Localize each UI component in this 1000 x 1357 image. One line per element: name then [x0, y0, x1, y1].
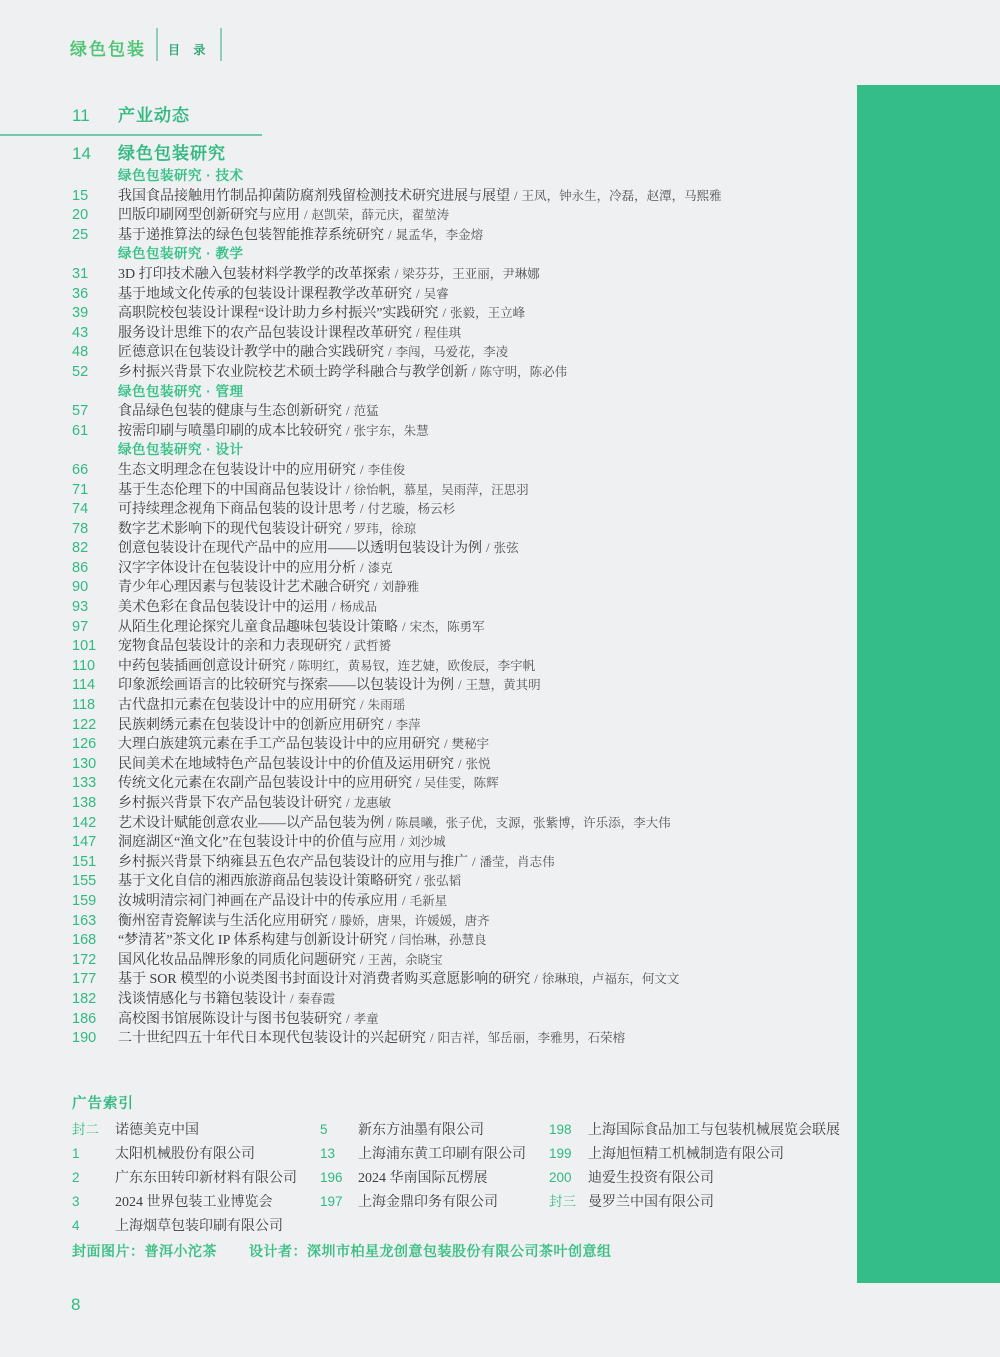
toc-entry-page-number: 43 [72, 324, 89, 341]
ad-index-row [72, 1166, 297, 1190]
toc-subsection-title: 绿色包装研究 · 设计 [118, 442, 244, 458]
toc-entry-page-number: 190 [72, 1030, 97, 1047]
toc-entry-page-number: 130 [72, 755, 97, 772]
toc-entry-row [0, 519, 845, 539]
toc-entry-title: 洞庭湖区“渔文化”在包装设计中的价值与应用 [118, 835, 397, 851]
toc-entry-page-number: 36 [72, 285, 89, 302]
toc-entry-page-number: 114 [72, 677, 96, 694]
toc-subsection-title: 绿色包装研究 · 管理 [118, 383, 244, 399]
toc-entry-separator: / [346, 520, 350, 536]
toc-entry-page-number: 172 [72, 951, 97, 968]
toc-entry-title: 基于递推算法的绿色包装智能推荐系统研究 [118, 227, 384, 243]
toc-entry-row [0, 773, 845, 793]
table-of-contents [0, 104, 845, 1048]
ad-company-name: 诺德美克中国 [115, 1123, 199, 1138]
toc-entry-row [0, 754, 845, 774]
toc-entry-row [0, 480, 845, 500]
toc-entry-row [0, 1028, 845, 1048]
toc-entry-authors: 闫怡琳，孙慧良 [398, 933, 487, 948]
folio-page-number: 8 [71, 1295, 81, 1314]
ad-index-row [72, 1214, 297, 1238]
toc-entry-page-number: 20 [72, 207, 89, 224]
toc-entry-title: 印象派绘画语言的比较研究与探索——以包装设计为例 [118, 678, 454, 694]
toc-entry-page-number: 57 [72, 403, 89, 420]
toc-entry-separator: / [332, 599, 336, 615]
toc-entry-separator: / [346, 638, 350, 654]
ad-index-row [549, 1142, 840, 1166]
toc-entry-title: 乡村振兴背景下农业院校艺术硕士跨学科融合与教学创新 [118, 364, 468, 380]
ad-page-number: 198 [549, 1122, 572, 1137]
toc-entry-page-number: 118 [72, 697, 96, 714]
toc-entry-row [0, 362, 845, 382]
ad-index-row [72, 1118, 297, 1142]
toc-entry-separator: / [402, 892, 406, 908]
toc-entry-page-number: 61 [72, 422, 89, 439]
toc-entry-title: 汉字字体设计在包装设计中的应用分析 [118, 560, 356, 576]
toc-entry-title: 青少年心理因素与包装设计艺术融合研究 [118, 580, 370, 596]
toc-entry-page-number: 147 [72, 834, 97, 851]
toc-entry-page-number: 31 [72, 265, 89, 282]
toc-entry-separator: / [374, 579, 378, 595]
ad-index-row [549, 1190, 840, 1214]
toc-entry-title: 艺术设计赋能创意农业——以产品包装为例 [118, 815, 384, 831]
toc-entry-authors: 晁孟华，李金熔 [395, 227, 484, 242]
toc-entry-page-number: 93 [72, 599, 89, 616]
toc-entry-row [0, 460, 845, 480]
toc-entry-page-number: 90 [72, 579, 89, 596]
toc-entry-row [0, 715, 845, 735]
ad-company-name: 上海金鼎印务有限公司 [358, 1195, 498, 1210]
magazine-header [70, 28, 232, 61]
ad-index-row [72, 1190, 297, 1214]
toc-entry-authors: 陈明红，黄易钗，连艺婕，欧俊辰，李宇帆 [297, 658, 536, 673]
toc-entry-separator: / [514, 187, 518, 203]
toc-entry-authors: 朱雨瑶 [367, 698, 406, 713]
ad-page-number: 200 [549, 1170, 572, 1185]
toc-entry-title: 基于文化自信的湘西旅游商品包装设计策略研究 [118, 874, 412, 890]
toc-entry-authors: 梁芬芬，王亚丽，尹琳娜 [402, 266, 540, 281]
magazine-logo: 绿色包装 [70, 40, 146, 59]
toc-entry-authors: 王凤，钟永生，冷磊，赵潭，马熙雅 [521, 188, 722, 203]
toc-entry-separator: / [332, 912, 336, 928]
toc-entry-authors: 张弦 [493, 541, 519, 556]
ad-company-name: 2024 世界包装工业博览会 [115, 1195, 273, 1210]
toc-entry-page-number: 126 [72, 736, 97, 753]
toc-entry-authors: 张弘韬 [423, 874, 462, 889]
toc-entry-page-number: 159 [72, 892, 97, 909]
toc-entry-title: 传统文化元素在农副产品包装设计中的应用研究 [118, 776, 412, 792]
toc-entry-separator: / [360, 501, 364, 517]
toc-entry-authors: 陈守明，陈必伟 [479, 364, 568, 379]
toc-entry-page-number: 142 [72, 814, 97, 831]
toc-entry-page-number: 97 [72, 618, 89, 635]
toc-entry-page-number: 25 [72, 226, 89, 243]
toc-entry-row [0, 538, 845, 558]
toc-entry-page-number: 177 [72, 971, 97, 988]
toc-entry-page-number: 48 [72, 344, 89, 361]
toc-entry-authors: 漆克 [367, 560, 393, 575]
toc-subsection-title: 绿色包装研究 · 教学 [118, 246, 244, 262]
toc-entry-row [0, 656, 845, 676]
ad-index-row [72, 1142, 297, 1166]
ad-page-number: 封三 [549, 1194, 576, 1209]
toc-entry-separator: / [388, 226, 392, 242]
toc-entry-title: 我国食品接触用竹制品抑菌防腐剂残留检测技术研究进展与展望 [118, 188, 510, 204]
toc-entry-row [0, 813, 845, 833]
ad-index-column [72, 1118, 297, 1238]
ad-index-row [320, 1142, 526, 1166]
toc-entry-separator: / [416, 285, 420, 301]
toc-entry-authors: 程佳琪 [423, 325, 462, 340]
cover-credit-line [72, 1241, 612, 1261]
toc-entry-title: 基于 SOR 模型的小说类图书封面设计对消费者购买意愿影响的研究 [118, 972, 531, 988]
toc-entry-page-number: 110 [72, 657, 96, 674]
ad-company-name: 2024 华南国际瓦楞展 [358, 1171, 488, 1186]
toc-entry-row [0, 401, 845, 421]
toc-entry-authors: 刘沙城 [408, 835, 446, 850]
toc-entry-separator: / [360, 559, 364, 575]
toc-entry-separator: / [416, 873, 420, 889]
toc-entry-page-number: 39 [72, 305, 89, 322]
ad-index-row [549, 1118, 840, 1142]
toc-entry-row [0, 734, 845, 754]
toc-entry-row [0, 558, 845, 578]
toc-entry-separator: / [346, 795, 350, 810]
toc-entry-title: 匠德意识在包装设计教学中的融合实践研究 [118, 345, 384, 361]
toc-entry-row [0, 989, 845, 1009]
header-divider-right [220, 28, 222, 61]
toc-entry-authors: 滕娇，唐果，许媛媛，唐齐 [339, 913, 490, 928]
ad-page-number: 196 [320, 1170, 343, 1185]
toc-entry-title: 食品绿色包装的健康与生态创新研究 [118, 404, 342, 420]
toc-entry-row [0, 695, 845, 715]
toc-entry-separator: / [391, 932, 395, 948]
toc-entry-title: 高校图书馆展陈设计与图书包装研究 [118, 1011, 342, 1027]
toc-entry-title: 3D 打印技术融入包装材料学教学的改革探索 [118, 266, 391, 282]
toc-entry-authors: 李闯，马爱花，李凌 [395, 345, 509, 360]
ad-page-number: 5 [320, 1122, 328, 1137]
toc-entry-separator: / [360, 951, 364, 967]
toc-entry-separator: / [346, 422, 350, 438]
ad-index-column [320, 1118, 526, 1214]
toc-entry-separator: / [402, 618, 406, 634]
toc-entry-title: 大理白族建筑元素在手工产品包装设计中的应用研究 [118, 737, 440, 753]
ad-page-number: 2 [72, 1170, 80, 1185]
toc-entry-title: 浅谈情感化与书籍包装设计 [118, 991, 286, 1007]
toc-entry-authors: 李佳俊 [367, 462, 406, 477]
toc-entry-title: 数字艺术影响下的现代包装设计研究 [118, 521, 342, 537]
toc-entry-authors: 王慧，黄其明 [465, 678, 541, 693]
toc-entry-title: 民族刺绣元素在包装设计中的创新应用研究 [118, 717, 384, 733]
toc-entry-separator: / [388, 814, 392, 830]
toc-entry-title: 宠物食品包装设计的亲和力表现研究 [118, 639, 342, 655]
toc-entry-title: 凹版印刷网型创新研究与应用 [118, 208, 300, 224]
toc-entry-row [0, 264, 845, 284]
toc-entry-title: 按需印刷与喷墨印刷的成本比较研究 [118, 423, 342, 439]
toc-entry-row [0, 284, 845, 304]
toc-entry-title: 古代盘扣元素在包装设计中的应用研究 [118, 698, 356, 714]
ad-company-name: 迪爱生投资有限公司 [588, 1171, 714, 1186]
toc-entry-separator: / [346, 481, 350, 497]
toc-entry-authors: 张悦 [465, 756, 491, 771]
toc-entry-row [0, 225, 845, 245]
toc-section-row [0, 104, 845, 128]
toc-entry-title: 汝城明清宗祠门神画在产品设计中的传承应用 [118, 893, 398, 909]
ad-company-name: 上海烟草包装印刷有限公司 [115, 1219, 283, 1234]
ad-company-name: 上海国际食品加工与包装机械展览会联展 [588, 1123, 840, 1138]
toc-entry-authors: 孝童 [353, 1011, 379, 1026]
toc-entry-authors: 杨成品 [339, 600, 378, 615]
toc-entry-row [0, 499, 845, 519]
toc-entry-title: 可持续理念视角下商品包装的设计思考 [118, 502, 356, 518]
toc-section-title: 产业动态 [118, 106, 190, 125]
toc-entry-authors: 阳吉祥，邹岳丽，李雅男，石荣榕 [437, 1031, 626, 1046]
toc-entry-title: 民间美术在地域特色产品包装设计中的价值及运用研究 [118, 756, 454, 772]
toc-entry-page-number: 163 [72, 912, 97, 929]
toc-entry-row [0, 852, 845, 872]
toc-entry-authors: 吴佳雯，陈辉 [423, 776, 499, 791]
toc-entry-title: 乡村振兴背景下农产品包装设计研究 [118, 796, 342, 811]
toc-entry-authors: 吴睿 [423, 286, 449, 301]
toc-entry-title: 从陌生化理论探究儿童食品趣味包装设计策略 [118, 619, 398, 635]
toc-entry-title: 美术色彩在食品包装设计中的运用 [118, 600, 328, 616]
toc-entry-row [0, 617, 845, 637]
toc-entry-row [0, 793, 845, 813]
toc-entry-authors: 武哲赟 [353, 639, 392, 654]
ad-company-name: 太阳机械股份有限公司 [115, 1147, 255, 1162]
toc-entry-separator: / [442, 305, 447, 321]
toc-entry-separator: / [472, 363, 476, 379]
toc-entry-title: 创意包装设计在现代产品中的应用——以透明包装设计为例 [118, 541, 482, 557]
toc-entry-page-number: 66 [72, 461, 89, 478]
toc-entry-row [0, 577, 845, 597]
toc-entry-row [0, 186, 845, 206]
ad-page-number: 1 [72, 1146, 80, 1161]
ad-index-row [549, 1166, 840, 1190]
toc-entry-separator: / [346, 1010, 350, 1026]
ad-page-number: 13 [320, 1146, 336, 1161]
toc-entry-row [0, 597, 845, 617]
toc-entry-page-number: 52 [72, 363, 89, 380]
toc-entry-page-number: 151 [72, 853, 97, 870]
toc-entry-authors: 徐琳琅，卢福东，何文文 [541, 972, 680, 987]
toc-entry-separator: / [416, 324, 420, 340]
toc-entry-page-number: 168 [72, 932, 97, 949]
toc-entry-row [0, 911, 845, 931]
toc-entry-title: 国风化妆品品牌形象的同质化问题研究 [118, 952, 356, 968]
toc-entry-separator: / [360, 697, 364, 713]
toc-section-row [0, 142, 845, 166]
toc-section-page-number: 14 [72, 144, 91, 163]
toc-entry-authors: 宋杰，陈勇军 [409, 619, 485, 634]
toc-entry-row [0, 871, 845, 891]
ad-index-title: 广告索引 [72, 1096, 134, 1112]
toc-entry-separator: / [290, 990, 294, 1006]
toc-entry-row [0, 1009, 845, 1029]
toc-entry-title: 生态文明理念在包装设计中的应用研究 [118, 462, 356, 478]
header-divider-left [156, 28, 158, 61]
toc-entry-separator: / [416, 775, 420, 791]
toc-entry-separator: / [388, 716, 392, 732]
toc-entry-authors: 张宇东，朱慧 [353, 423, 429, 438]
toc-entry-row [0, 421, 845, 441]
ad-company-name: 曼罗兰中国有限公司 [588, 1195, 714, 1210]
toc-section-title: 绿色包装研究 [118, 144, 226, 163]
ad-index-row [320, 1166, 526, 1190]
contents-title: 目 录 [168, 43, 211, 57]
toc-entry-page-number: 78 [72, 520, 89, 537]
toc-entry-title: “梦清茗”茶文化 IP 体系构建与创新设计研究 [118, 933, 388, 949]
toc-entry-page-number: 15 [72, 187, 89, 204]
toc-entry-separator: / [394, 265, 399, 281]
toc-entry-page-number: 133 [72, 775, 97, 792]
ad-index-row [320, 1118, 526, 1142]
toc-entry-title: 中药包装插画创意设计研究 [118, 658, 286, 674]
toc-entry-separator: / [486, 540, 490, 556]
toc-entry-authors: 秦春霞 [297, 991, 336, 1006]
toc-entry-separator: / [472, 853, 476, 869]
toc-entry-authors: 刘静雅 [381, 580, 420, 595]
toc-entry-title: 高职院校包装设计课程“设计助力乡村振兴”实践研究 [118, 306, 439, 322]
toc-entry-authors: 张毅，王立峰 [450, 306, 526, 321]
toc-entry-separator: / [388, 344, 392, 360]
toc-entry-row [0, 930, 845, 950]
toc-entry-authors: 王茜，余晓宝 [367, 952, 443, 967]
toc-entry-row [0, 675, 845, 695]
toc-entry-authors: 毛新星 [409, 893, 448, 908]
toc-entry-row [0, 205, 845, 225]
toc-entry-row [0, 636, 845, 656]
toc-entry-title: 衡州窑青瓷解读与生活化应用研究 [118, 913, 328, 929]
toc-entry-page-number: 155 [72, 873, 97, 890]
toc-entry-page-number: 122 [72, 716, 97, 733]
toc-entry-separator: / [360, 461, 364, 477]
toc-entry-page-number: 182 [72, 990, 97, 1007]
toc-section-page-number: 11 [72, 106, 90, 125]
ad-index-row [320, 1190, 526, 1214]
ad-page-number: 197 [320, 1194, 343, 1209]
toc-entry-authors: 李萍 [395, 717, 421, 732]
toc-entry-title: 二十世纪四五十年代日本现代包装设计的兴起研究 [118, 1031, 426, 1047]
toc-entry-title: 基于地域文化传承的包装设计课程教学改革研究 [118, 286, 412, 302]
toc-entry-page-number: 82 [72, 540, 89, 557]
side-color-panel [857, 85, 1000, 1283]
designer-label: 设计者：深圳市柏星龙创意包装股份有限公司茶叶创意组 [249, 1243, 612, 1259]
toc-entry-authors: 陈晨曦，张子优，支源，张紫博，许乐添，李大伟 [395, 815, 671, 830]
toc-entry-separator: / [534, 971, 538, 987]
ad-page-number: 3 [72, 1194, 80, 1209]
toc-entry-authors: 赵凯荣，薛元庆，翟堃涛 [311, 208, 450, 223]
ad-company-name: 新东方油墨有限公司 [358, 1123, 484, 1138]
ad-company-name: 上海旭恒精工机械制造有限公司 [588, 1147, 784, 1162]
toc-entry-separator: / [400, 834, 405, 850]
toc-entry-page-number: 186 [72, 1010, 97, 1027]
toc-entry-separator: / [444, 736, 448, 752]
toc-entry-title: 服务设计思维下的农产品包装设计课程改革研究 [118, 325, 412, 341]
toc-entry-authors: 付艺璇，杨云杉 [367, 502, 456, 517]
ad-page-number: 封二 [72, 1122, 99, 1137]
cover-image-label: 封面图片：普洱小沱茶 [72, 1243, 217, 1259]
toc-entry-separator: / [458, 755, 462, 771]
toc-entry-separator: / [458, 677, 462, 693]
toc-entry-row [0, 303, 845, 323]
toc-entry-page-number: 138 [72, 795, 97, 811]
toc-entry-authors: 潘莹，肖志伟 [479, 854, 555, 869]
toc-entry-separator: / [430, 1030, 434, 1046]
section-rule-line [0, 134, 262, 136]
toc-entry-authors: 龙惠敏 [353, 796, 392, 810]
toc-entry-authors: 范猛 [353, 404, 379, 419]
toc-entry-row [0, 969, 845, 989]
toc-entry-page-number: 71 [72, 481, 89, 498]
toc-entry-authors: 樊秘宇 [451, 737, 490, 752]
toc-entry-authors: 徐怡帆，慕星，吴雨萍，汪思羽 [353, 482, 529, 497]
toc-entry-page-number: 74 [72, 501, 89, 518]
ad-company-name: 上海浦东黄工印刷有限公司 [358, 1147, 526, 1162]
toc-entry-page-number: 86 [72, 559, 89, 576]
ad-page-number: 199 [549, 1146, 572, 1161]
toc-subsection-title: 绿色包装研究 · 技术 [118, 168, 244, 183]
ad-page-number: 4 [72, 1218, 80, 1233]
ad-index-column [549, 1118, 840, 1214]
toc-entry-authors: 罗玮，徐琼 [353, 521, 417, 536]
toc-entry-separator: / [304, 207, 308, 223]
toc-entry-row [0, 891, 845, 911]
toc-entry-row [0, 323, 845, 343]
toc-entry-separator: / [290, 657, 294, 673]
toc-entry-row [0, 950, 845, 970]
toc-entry-separator: / [346, 403, 350, 419]
toc-entry-row [0, 342, 845, 362]
toc-entry-title: 乡村振兴背景下纳雍县五色农产品包装设计的应用与推广 [118, 854, 468, 870]
toc-entry-row [0, 832, 845, 852]
ad-company-name: 广东东田转印新材料有限公司 [115, 1171, 297, 1186]
toc-entry-title: 基于生态伦理下的中国商品包装设计 [118, 482, 342, 498]
toc-entry-page-number: 101 [72, 638, 97, 655]
